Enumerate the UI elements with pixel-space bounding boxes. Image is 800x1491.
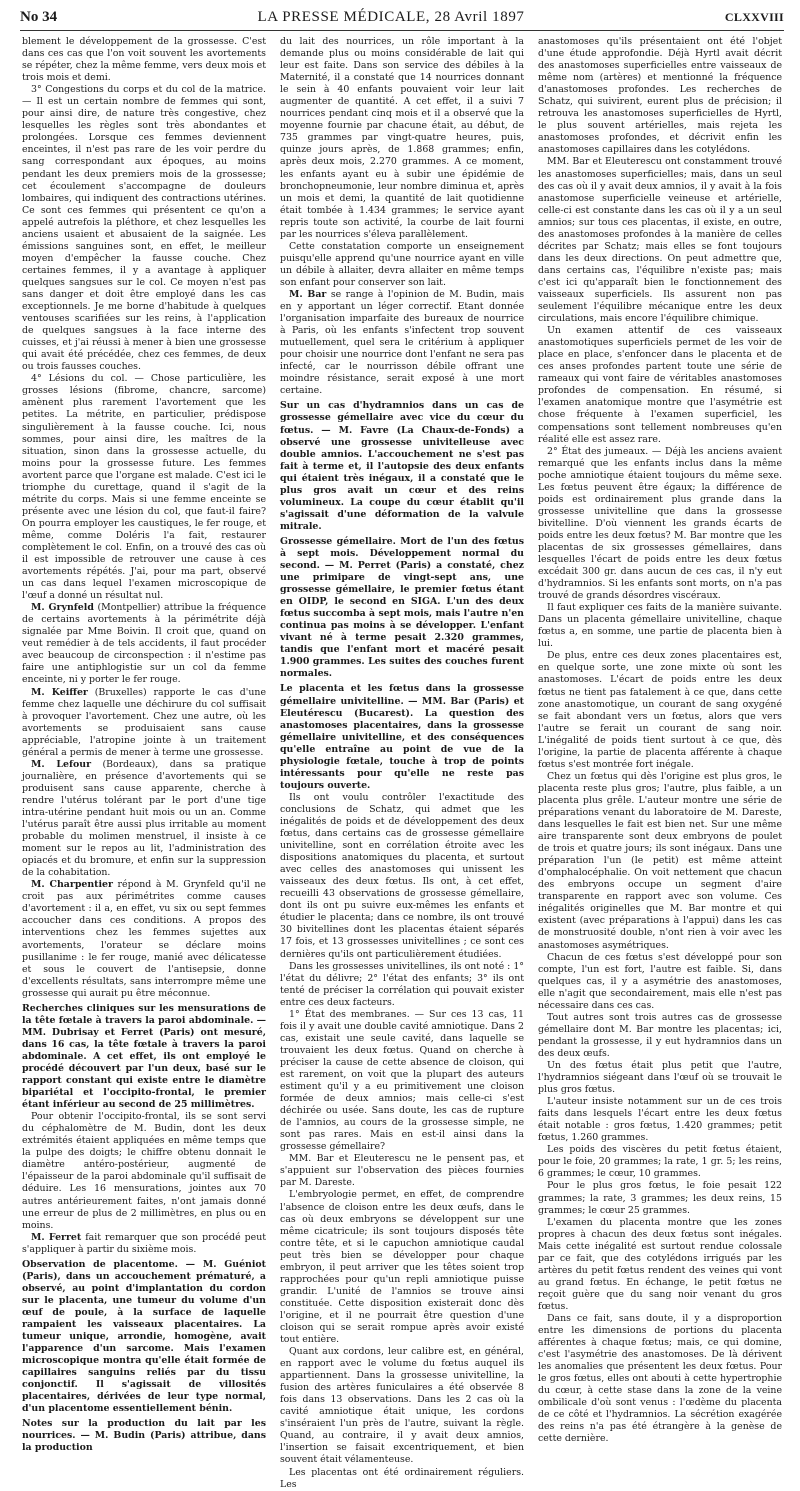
body-paragraph xyxy=(538,1096,782,1144)
paragraph-text: (Bruxelles) rapporte le cas d'une femme chez laquelle une déchirure du col suffisait à provoquer l'avortement. Chez une autre, où les avortements se produisaient sans cause appréciable, l'atropine jointe à un traitement général a permis de mener à terme une grossesse. xyxy=(22,686,266,758)
speaker-name: M. Lefour xyxy=(31,758,92,770)
paragraph-text: du lait des nourrices, un rôle important à la demande plus ou moins considérable de lait qui leur est faite. Dans son service des débiles à la Maternité, il a constaté que 14 nourrices donnant le sein à 40 enfants pouvaient voir leur lait augmenter de quantité. A cet effet, il a suivi 7 nourrices pendant cinq mois et il a observé que la moyenne fournie par chacune était, au début, de 735 grammes par vingt-quatre heures, puis, quinze jours après, de 1.868 grammes; enfin, après deux mois, 2.270 grammes. A ce moment, les enfants ayant eu à subir une épidémie de bronchopneumonie, leur nombre diminua et, après un mois et demi, la quantité de lait quotidienne était tombée à 1.434 grammes; le service ayant repris toute son activité, la courbe de lait fourni par les nourrices s'éleva parallèlement. xyxy=(280,36,524,240)
paragraph-text: (Paris) attribue, dans la production xyxy=(22,1430,266,1454)
section-heading-paragraph xyxy=(280,536,524,681)
paragraph-text: (Bordeaux), dans sa pratique journalière, en présence d'avortements qui se produisent sans cause apparente, cherche à rendre l'utérus tolérant par le port d'une tige intra-utérine pendant huit mois ou un an. Comme l'utérus paraît être aussi plus irritable au moment probable du molimen menstruel, il insiste à ce moment sur le repos au lit, l'administration des opiacés et du bromure, et enfin sur la suppression de la cohabitation. xyxy=(22,758,266,879)
body-paragraph xyxy=(538,446,782,603)
paragraph-text: (Paris) et Eleutérescu (Bucarest). La question des anastomoses placentaires, dans la grossesse gémellaire univitelline, et des conséquences qu'elle entraîne au point de vue de la physiologie fœtale, touche à trop de points intéressants pour qu'elle ne reste pas toujours ouverte. xyxy=(280,695,524,791)
paragraph-text: Tout autres sont trois autres cas de grossesse gémellaire dont M. Bar montre les placentas; ici, pendant la grossesse, il y eut hydramnios dans un des deux œufs. xyxy=(538,1011,782,1059)
speaker-name: M. Bar xyxy=(289,288,327,300)
section-heading-paragraph xyxy=(22,1259,266,1416)
body-paragraph xyxy=(538,36,782,156)
paragraph-text: répond à M. Grynfeld qu'il ne croit pas aux périmétrites comme causes d'avortement : il a, en effet, vu six ou sept femmes accoucher dans ces conditions. A propos des interventions chez les femmes sujettes aux avortements, l'orateur se déclare moins pusillanime : le fer rouge, manié avec délicatesse et sous le couvert de l'antisepsie, donne d'excellents résultats, sans interrompre même une grossesse qui aurait pu être méconnue. xyxy=(22,879,266,999)
body-paragraph xyxy=(22,602,266,686)
speaker-name: M. Charpentier xyxy=(31,879,113,891)
paragraph-text: fait remarquer que son procédé peut s'appliquer à partir du sixième mois. xyxy=(22,1231,267,1255)
page-header xyxy=(20,6,784,28)
paragraph-text: Chez un fœtus qui dès l'origine est plus gros, le placenta reste plus gros; l'autre, plus faible, a un placenta plus grêle. L'auteur montre une série de préparations venant du laboratoire de M. Dareste, dans lesquelles le fait est bien net. Sur une même aire transparente sont deux embryons de poulet de trois et quatre jours; ils sont inégaux. Dans une préparation l'un (le petit) est même atteint d'omphalocéphalie. On voit nettement que chacun des embryons occupe un segment d'aire transparente en rapport avec son volume. Ces inégalités originelles que M. Bar montre et qui existent (avec préparations à l'appui) dans les cas de monstruosité double, n'ont rien à voir avec les anastomoses asymétriques. xyxy=(538,770,782,951)
body-paragraph xyxy=(538,1144,782,1180)
paragraph-text: Cette constatation comporte un enseignement puisqu'elle apprend qu'une nourrice ayant en ville un débile à allaiter, devra allaiter en même temps son enfant pour conserver son lait. xyxy=(280,240,524,288)
body-paragraph xyxy=(538,1012,782,1060)
body-paragraph xyxy=(538,1180,782,1216)
body-paragraph xyxy=(22,759,266,879)
column-middle xyxy=(280,36,524,1491)
section-heading-paragraph xyxy=(280,400,524,533)
column-left xyxy=(22,36,266,1491)
body-paragraph xyxy=(538,1217,782,1313)
paragraph-text: anastomoses qu'ils présentaient ont été l'objet d'une étude approfondie. Déjà Hyrtl avait décrit des anastomoses superficielles entre vaisseaux de même nom (artères) et mentionné la fréquence d'anastomoses profondes. Les recherches de Schatz, qui suivirent, eurent plus de précision; il retrouva les anastomoses superficielles de Hyrtl, le plus souvent artérielles, mais rejeta les anastomoses profondes, et décrivit enfin les anastomoses capillaires dans les cotylédons. xyxy=(538,36,782,156)
body-paragraph xyxy=(22,1232,266,1256)
body-paragraph xyxy=(538,952,782,1012)
body-paragraph xyxy=(538,650,782,770)
section-heading: Notes sur la production du lait par les nourrices. — M. Budin xyxy=(22,1418,266,1442)
paragraph-text: (Montpellier) attribue la fréquence de certains avortements à la périmétrite déjà signalée par Mme Boivin. Il croit que, quand on veut remédier à de tels accidents, il faut procéder avec beaucoup de circonspection : il n'estime pas faire une antiphlogistie sur un col da femme enceinte, ni y porter le fer rouge. xyxy=(22,602,266,686)
paragraph-text: blement le développement de la grossesse. C'est dans ces cas que l'on voit souvent les avortements se répéter, chez la même femme, vers deux mois et trois mois et demi. xyxy=(22,36,266,84)
article-columns xyxy=(22,36,782,1490)
paragraph-text: Les poids des viscères du petit fœtus étaient, pour le foie, 20 grammes; la rate, 1 gr. 5; les reins, 6 grammes; le cœur, 10 grammes. xyxy=(538,1144,782,1180)
section-heading-paragraph xyxy=(280,683,524,791)
paragraph-text: se range à l'opinion de M. Budin, mais en y apportant un léger correctif. Etant donnée l'organisation imparfaite des bureaux de nourrice à Paris, où les enfants s'infectent trop souvent mutuellement, quel sera le critérium à appliquer pour choisir une nourrice dont l'enfant ne sera pas infecté, car le nourrisson débile offrant une moindre résistance, serait exposé à une mort certaine. xyxy=(280,288,525,397)
roman-page-number: CLXXVIII xyxy=(724,9,784,24)
body-paragraph xyxy=(22,373,266,602)
body-paragraph xyxy=(22,879,266,999)
body-paragraph xyxy=(280,1189,524,1346)
paragraph-text: Dans les grossesses univitellines, ils ont noté : 1° l'état du délivre; 2° l'état des enfants; 3° ils ont tenté de préciser la corrélation qui pouvait exister entre ces deux facteurs. xyxy=(280,960,524,1008)
paragraph-text: (Paris), dans un accouchement prématuré, a observé, au point d'implantation du cordon sur le placenta, une tumeur du volume d'un œuf de poule, à la surface de laquelle rampaient les vaisseaux placentaires. La tumeur unique, arrondie, homogène, avait l'apparence d'un sarcome. Mais l'examen microscopique montra qu'elle était formée de capillaires sanguins reliés par du tissu conjonctif. Il s'agissait de villosités placentaires, dérivées de leur type normal, d'un placentome essentiellement bénin. xyxy=(22,1270,266,1415)
journal-title: LA PRESSE MÉDICALE, 28 Avril 1897 xyxy=(257,8,525,25)
header-rule xyxy=(20,30,784,31)
paragraph-text: (Paris) a constaté, chez une primipare de vingt-sept ans, une grossesse gémellaire, le premier fœtus étant en OIDP, le second en SIGA. L'un des deux fœtus succomba à sept mois, mais l'autre n'en continua pas moins à se développer. L'enfant vivant né à terme pesait 2.320 grammes, tandis que l'enfant mort et macéré pesait 1.900 grammes. Les suites des couches furent normales. xyxy=(280,560,524,680)
body-paragraph xyxy=(280,1153,524,1189)
body-paragraph xyxy=(280,1346,524,1466)
section-heading: Grossesse gémellaire. Mort de l'un des fœtus à sept mois. Développement normal du second. — M. Perret xyxy=(280,535,524,572)
body-paragraph xyxy=(538,1313,782,1446)
body-paragraph xyxy=(22,687,266,759)
paragraph-text: 1° État des membranes. — Sur ces 13 cas, 11 fois il y avait une double cavité amniotique. Dans 2 cas, existait une seule cavité, dans laquelle se trouvaient les deux fœtus. Quand on cherche à préciser la cause de cette absence de cloison, qui est rarement, on voit que la plupart des auteurs estiment qu'il y a eu primitivement une cloison formée de deux amnios; mais celle-ci s'est déchirée ou usée. Sans doute, les cas de rupture de l'amnios, au cours de la grossesse simple, ne sont pas rares. Mais en est-il ainsi dans la grossesse gémellaire? xyxy=(280,1008,524,1153)
paragraph-text: Chacun de ces fœtus s'est développé pour son compte, l'un est fort, l'autre est faible. Si, dans quelques cas, il y a asymétrie des anastomoses, elle n'agit que secondairement, mais elle n'est pas nécessaire dans ces cas. xyxy=(538,951,782,1011)
paragraph-text: Ils ont voulu contrôler l'exactitude des conclusions de Schatz, qui admet que les inégalités de poids et de développement des deux fœtus, dans certains cas de grossesse gémellaire univitelline, sont en corrélation étroite avec les dispositions anatomiques du placenta, et surtout avec celles des anastomoses qui unissent les vaisseaux des deux fœtus. Ils ont, à cet effet, recueilli 43 observations de grossesse gémellaire, dont ils ont pu suivre eux-mêmes les enfants et étudier le placenta; dans ce nombre, ils ont trouvé 30 bivitellines dont les placentas étaient séparés 17 fois, et 13 grossesses univitellines ; ce sont ces dernières qu'ils ont particulièrement étudiées. xyxy=(280,791,524,960)
paragraph-text: 2° État des jumeaux. — Déjà les anciens avaient remarqué que les enfants inclus dans la même poche amniotique étaient toujours du même sexe. Les fœtus peuvent être égaux; la différence de poids est ordinairement plus grande dans la grossesse univitelline que dans la grossesse bivitelline. D'où viennent les grands écarts de poids entre les deux fœtus? M. Bar montre que les placentas de six grossesses gémellaires, dans lesquelles l'écart de poids entre les deux fœtus excédait 300 gr. dans aucun de ces cas, il n'y eut d'hydramnios. Si les enfants sont morts, on n'a pas trouvé de grands désordres viscéraux. xyxy=(538,445,782,602)
section-heading: Le placenta et les fœtus dans la grossesse gémellaire univitelline. — MM. Bar xyxy=(280,683,524,707)
section-heading: Sur un cas d'hydramnios dans un cas de grossesse gémellaire avec vice du cœur du fœtus. — M. Favre xyxy=(280,400,524,436)
body-paragraph xyxy=(538,602,782,650)
section-heading: Recherches cliniques sur les mensurations de la tête fœtale à travers la paroi abdominale. — MM. Dubrisay et Ferret xyxy=(22,1002,266,1038)
paragraph-text: Dans ce fait, sans doute, il y a disproportion entre les dimensions de portions du placenta afférentes à chaque fœtus; mais, ce qui domine, c'est l'asymétrie des anastomoses. De là dérivent les anomalies que présentent les deux fœtus. Pour le gros fœtus, elles ont abouti à cette hypertrophie du cœur, à cette stase dans la zone de la veine ombilicale d'où sont venus : l'œdème du placenta de ce côté et l'hydramnios. La sécrétion exagérée des reins n'a pas été étrangère à la genèse de cette dernière. xyxy=(538,1312,782,1445)
page-number: No 34 xyxy=(20,8,58,25)
body-paragraph xyxy=(22,36,266,84)
paragraph-text: MM. Bar et Eleuterescu ont constamment trouvé les anastomoses superficielles; mais, dans un seul des cas où il y avait deux amnios, il y avait à la fois anastomose superficielle veineuse et artérielle, celle-ci est constante dans les cas où il y a un seul amnios; sur tous ces placentas, il existe, en outre, des anastomoses profondes à la manière de celles décrites par Schatz; mais elles se font toujours dans les deux directions. On peut admettre que, dans certains cas, l'équilibre n'existe pas; mais c'est ici qu'apparaît bien le fonctionnement des vaisseaux superficiels. Ils assurent non pas seulement l'équilibre mécanique entre les deux circulations, mais encore l'équilibre chimique. xyxy=(538,156,782,325)
paragraph-text: Pour obtenir l'occipito-frontal, ils se sont servi du céphalomètre de M. Budin, dont les deux extrémités étaient appliquées en même temps que la pulpe des doigts; le chiffre obtenu donnait le diamètre antéro-postérieur, augmenté de l'épaisseur de la paroi abdominale qu'il suffisait de déduire. Les 16 mensurations, jointes aux 70 autres antérieurement faites, n'ont jamais donné une erreur de plus de 2 millimètres, en plus ou en moins. xyxy=(22,1111,266,1231)
paragraph-text: De plus, entre ces deux zones placentaires est, en quelque sorte, une zone mixte où sont les anastomoses. L'écart de poids entre les deux fœtus ne tient pas fatalement à ce que, dans cette zone anastomotique, un courant de sang oxygéné se fait abondant vers un fœtus, alors que vers l'autre se ferait un courant de sang noir. L'inégalité de poids tient surtout à ce que, dès l'origine, la partie de placenta afférente à chaque fœtus s'est montrée fort inégale. xyxy=(538,650,782,770)
paragraph-text: 4° Lésions du col. — Chose particulière, les grosses lésions (fibrome, chancre, sarcome) amènent plus rarement l'avortement que les petites. La métrite, en particulier, prédispose singulièrement à la fausse couche. Ici, nous sommes, pour ainsi dire, les maîtres de la situation, sinon dans la grossesse actuelle, du moins pour la grossesse future. Les femmes avortent parce que l'organe est malade. C'est ici le triomphe du curettage, quand il s'agit de la métrite du corps. Mais si une femme enceinte se présente avec une lésion du col, que faut-il faire? On pourra employer les caustiques, le fer rouge, et même, comme Doléris l'a fait, restaurer complètement le col. Enfin, on a trouvé des cas où il est impossible de retrouver une cause à ces avortements répétés. J'ai, pour ma part, observé un cas dans lequel l'examen microscopique de l'œuf a donné un résultat nul. xyxy=(22,373,266,602)
body-paragraph xyxy=(538,1060,782,1096)
paragraph-text: L'examen du placenta montre que les zones propres à chacun des deux fœtus sont inégales. Mais cette inégalité est surtout rendue colossale par ce fait, que des cotylédons irrigués par les artères du petit fœtus rendent des veines qui vont au grand fœtus. En échange, le petit fœtus ne reçoit guère que du sang noir venant du gros fœtus. xyxy=(538,1216,782,1312)
paragraph-text: (Paris) ont mesuré, dans 16 cas, la tête fœtale à travers la paroi abdominale. A cet effet, ils ont employé le procédé découvert par l'un deux, basé sur le rapport constant qui existe entre le diamètre bipariétal et l'occipito-frontal, le premier étant inférieur au second de 25 millimètres. xyxy=(22,1026,266,1111)
paragraph-text: Il faut expliquer ces faits de la manière suivante. Dans un placenta gémellaire univitelline, chaque fœtus a, en somme, une partie de placenta bien à lui. xyxy=(538,602,782,650)
body-paragraph xyxy=(280,36,524,241)
section-heading-paragraph xyxy=(22,1418,266,1454)
body-paragraph xyxy=(280,289,524,397)
paragraph-text: MM. Bar et Eleuterescu ne le pensent pas, et s'appuient sur l'observation des pièces fournies par M. Dareste. xyxy=(280,1153,524,1189)
body-paragraph xyxy=(22,84,266,373)
paragraph-text: L'embryologie permet, en effet, de comprendre l'absence de cloison entre les deux œufs, dans le cas où deux embryons se développent sur une même cicatricule; ils sont toujours disposés tête contre tête, et si le capuchon amniotique caudal peut très bien se développer pour chaque embryon, il peut arriver que les têtes soient trop rapprochées pour qu'un repli amniotique puisse grandir. L'unité de l'amnios se trouve ainsi constituée. Cette disposition existerait donc dès l'origine, et il ne pourrait être question d'une cloison qui se serait rompue après avoir existé tout entière. xyxy=(280,1189,524,1346)
body-paragraph xyxy=(280,792,524,961)
paragraph-text: Pour le plus gros fœtus, le foie pesait 122 grammes; la rate, 3 grammes; les deux reins, 15 grammes; le cœur 25 grammes. xyxy=(538,1180,782,1216)
paragraph-text: Les placentas ont été ordinairement réguliers. Les xyxy=(280,1466,524,1490)
body-paragraph xyxy=(280,961,524,1009)
section-heading: Observation de placentome. — M. Guéniot xyxy=(22,1258,266,1270)
body-paragraph xyxy=(538,771,782,952)
body-paragraph xyxy=(22,1111,266,1231)
speaker-name: M. Grynfeld xyxy=(31,602,94,614)
paragraph-text: Un examen attentif de ces vaisseaux anastomotiques superficiels permet de les voir de place en place, s'enfoncer dans le placenta et de ces anses profondes partent toute une série de rameaux qui vont faire de véritables anastomoses profondes de compensation. En résumé, si l'examen anatomique montre que l'asymétrie est chose fréquente à l'examen superficiel, les compensations sont tellement nombreuses qu'en réalité elle est assez rare. xyxy=(538,325,782,445)
body-paragraph xyxy=(280,241,524,289)
section-heading-paragraph xyxy=(22,1003,266,1111)
paragraph-text: Quant aux cordons, leur calibre est, en général, en rapport avec le volume du fœtus auquel ils appartiennent. Dans la grossesse univitelline, la fusion des artères funiculaires a été observée 8 fois dans 13 observations. Dans les 2 cas où la cavité amniotique était unique, les cordons s'inséraient l'un près de l'autre, suivant la règle. Quand, au contraire, il y avait deux amnios, l'insertion se faisait excentriquement, et bien souvent était vélamenteuse. xyxy=(280,1346,524,1466)
body-paragraph xyxy=(280,1009,524,1154)
body-paragraph xyxy=(538,156,782,325)
column-right xyxy=(538,36,782,1491)
paragraph-text: Un des fœtus était plus petit que l'autre, l'hydramnios siégeant dans l'œuf où se trouvait le plus gros fœtus. xyxy=(538,1059,782,1096)
speaker-name: M. Ferret xyxy=(31,1231,82,1243)
body-paragraph xyxy=(280,1467,524,1491)
speaker-name: M. Keiffer xyxy=(31,686,88,698)
paragraph-text: 3° Congestions du corps et du col de la matrice. — Il est un certain nombre de femmes qui sont, pour ainsi dire, de nature très congestive, chez lesquelles les règles sont très abondantes et prolongées. Lorsque ces femmes deviennent enceintes, il n'est pas rare de les voir perdre du sang correspondant aux époques, au moins pendant les deux premiers mois de la grossesse; cet écoulement s'accompagne de douleurs lombaires, qui indiquent des contractions utérines. Ce sont ces femmes qui présentent ce qu'on a appelé autrefois la pléthore, et chez lesquelles les anciens usaient et abusaient de la saignée. Les émissions sanguines sont, en effet, le meilleur moyen d'empêcher la fausse couche. Chez certaines femmes, il y a avantage à appliquer quelques sangsues sur le col. Ce moyen n'est pas sans danger et doit être employé dans les cas exceptionnels. Je me borne d'habitude à quelques ventouses scarifiées sur les reins, à l'application de quelques sangsues à la face interne des cuisses, et j'ai réussi à mener à bien une grossesse qui avait été précédée, chez ces femmes, de deux ou trois fausses couches. xyxy=(22,84,266,373)
paragraph-text: (La Chaux-de-Fonds) a observé une grossesse univitelleuse avec double amnios. L'accouchement ne s'est pas fait à terme et, il l'autopsie des deux enfants qui étaient très inégaux, il a constaté que le plus gros avait un cœur et des reins volumineux. La coupe du cœur établit qu'il s'agissait d'une déformation de la valvule mitrale. xyxy=(280,424,525,532)
body-paragraph xyxy=(538,325,782,445)
paragraph-text: L'auteur insiste notamment sur un de ces trois faits dans lesquels l'écart entre les deux fœtus était notable : gros fœtus, 1.420 grammes; petit fœtus, 1.260 grammes. xyxy=(538,1096,782,1144)
